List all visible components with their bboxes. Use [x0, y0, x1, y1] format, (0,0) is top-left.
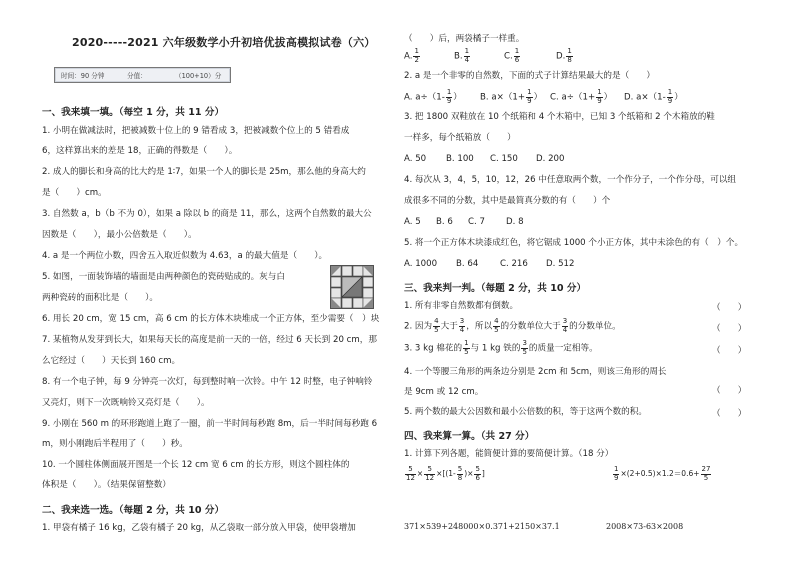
q3-1-answer[interactable]: （ ） — [712, 303, 747, 313]
q3-3-answer[interactable]: （ ） — [712, 346, 747, 356]
section-4-heading: 四、我来算一算。（共 27 分） — [404, 431, 535, 442]
q2-1-option-d: D. $\frac{1}{8}$ — [556, 47, 572, 64]
q1-9-line2: m，则小刚跑后半程用了（ ）秒。 — [42, 439, 188, 449]
calc-expression-2: $\frac{1}{9}$ ×(2+0.5)×1.2＝0.6+ $\frac{27}{5}$ — [614, 465, 711, 482]
exam-total: （100+10）分 — [175, 72, 222, 80]
q2-5-option-d: D. 512 — [546, 259, 575, 269]
exam-score: 分值： — [127, 72, 147, 80]
q1-9-line1: 9. 小刚在 560 m 的环形跑道上跑了一圈，前一半时间每秒跑 8m，后一半时间每秒跑 6 — [42, 419, 378, 429]
exam-time: 时间：90 分钟 — [61, 72, 105, 80]
q2-2-option-b: B. a×（1+ $\frac{1}{9}$ ） — [480, 88, 543, 105]
q1-7-line1: 7. 某植物从发芽到长大，如果每天长的高度是前一天的一倍，经过 6 天长到 20 cm，那 — [42, 335, 377, 345]
q2-3-line1: 3. 把 1800 双鞋放在 10 个纸箱和 4 个木箱中，已知 3 个纸箱和 2 个木箱放的鞋 — [404, 112, 715, 122]
q2-2-option-a: A. a÷（1- $\frac{1}{9}$ ） — [404, 88, 462, 105]
q1-1-line2: 6，这样算出来的差是 18，正确的得数是（ ）。 — [42, 146, 238, 156]
q1-1-line1: 1. 小明在做减法时，把被减数十位上的 9 错看成 3，把被减数个位上的 5 错看成 — [42, 126, 350, 136]
q2-3-option-b: B. 100 — [446, 154, 474, 164]
q2-4-line1: 4. 每次从 3，4，5，10，12，26 中任意取两个数，一个作分子，一个作分母，可以组 — [404, 175, 737, 185]
q3-3: 3. 3 kg 棉花的 $\frac{1}{5}$ 与 1 kg 铁的 $\frac{3}{5}$ 的质量一定相等。 — [404, 339, 598, 356]
q2-1-line1: 1. 甲袋有橘子 16 kg，乙袋有橘子 20 kg，从乙袋取一部分放入甲袋，使甲袋增加 — [42, 523, 356, 533]
calc-expression-1: $\frac{5}{12}$ × $\frac{5}{12}$ ×[(1- $\frac{5}{8}$ )× $\frac{5}{6}$ ] — [406, 465, 485, 482]
q2-1-line2: （ ）后，两袋橘子一样重。 — [404, 34, 525, 44]
q2-4-option-a: A. 5 — [404, 217, 421, 227]
q4-1: 1. 计算下列各题，能简便计算的要简便计算。（18 分） — [404, 449, 614, 459]
q1-5-line2: 两种瓷砖的面积比是（ ）。 — [42, 293, 159, 303]
q3-2-answer[interactable]: （ ） — [712, 324, 747, 334]
q2-2-option-c: C. a÷（1+ $\frac{1}{9}$ ） — [550, 88, 613, 105]
q2-5: 5. 将一个正方体木块漆成红色，将它锯成 1000 个小正方体，其中未涂色的有（ ）个。 — [404, 238, 744, 248]
section-2-heading: 二、我来选一选。（每题 2 分，共 10 分） — [42, 505, 225, 516]
q3-4-answer[interactable]: （ ） — [712, 386, 747, 396]
q2-5-option-a: A. 1000 — [404, 259, 438, 269]
tile-figure — [330, 265, 374, 309]
section-3-heading: 三、我来判一判。（每题 2 分，共 10 分） — [404, 283, 587, 294]
q2-3-option-a: A. 50 — [404, 154, 427, 164]
q2-1-option-c: C. $\frac{1}{6}$ — [504, 47, 520, 64]
q1-3-line1: 3. 自然数 a，b（b 不为 0），如果 a 除以 b 的商是 11，那么，这两个自然数的最大公 — [42, 209, 372, 219]
q3-4-line1: 4. 一个等腰三角形的两条边分别是 2cm 和 5cm，则该三角形的周长 — [404, 367, 667, 377]
q3-5: 5. 两个数的最大公因数和最小公倍数的积，等于这两个数的积。 — [404, 407, 647, 417]
q1-8-line1: 8. 有一个电子钟，每 9 分钟亮一次灯，每到整时响一次铃。中午 12 时整，电子钟响铃 — [42, 377, 373, 387]
exam-info-bar — [54, 67, 231, 83]
q1-2-line1: 2. 成人的脚长和身高的比大约是 1∶7，如果一个人的脚长是 25m，那么他的身高大约 — [42, 167, 366, 177]
q2-3-option-d: D. 200 — [536, 154, 565, 164]
q2-5-option-c: C. 216 — [500, 259, 528, 269]
q2-1-option-a: A. $\frac{1}{2}$ — [404, 47, 419, 64]
q3-1: 1. 所有非零自然数都有倒数。 — [404, 301, 519, 311]
q3-4-line2: 是 9cm 或 12 cm。 — [404, 387, 484, 397]
section-1-heading: 一、我来填一填。（每空 1 分，共 11 分） — [42, 107, 225, 118]
q2-1-option-b: B. $\frac{1}{4}$ — [454, 47, 470, 64]
q2-4-option-d: D. 8 — [506, 217, 524, 227]
q1-2-line2: 是（ ）cm。 — [42, 188, 107, 198]
q2-2-option-d: D. a×（1- $\frac{1}{9}$ ） — [624, 88, 683, 105]
q1-8-line2: 又亮灯，则下一次既响铃又亮灯是（ ）。 — [42, 398, 210, 408]
q1-10-line2: 体积是（ ）。（结果保留整数） — [42, 480, 171, 490]
q2-4-option-b: B. 6 — [436, 217, 453, 227]
q2-4-line2: 成很多不同的分数，其中是最简真分数的有（ ）个 — [404, 196, 611, 206]
q2-3-line2: 一样多，每个纸箱放（ ） — [404, 133, 516, 143]
q2-2: 2. a 是一个非零的自然数，下面的式子计算结果最大的是（ ） — [404, 71, 655, 81]
q3-2: 2. 因为 $\frac{4}{5}$ 大于 $\frac{3}{4}$ ，所以 $\frac{4}{5}$ 的分数单位大于 $\frac{3}{4}$ 的分数单位。 — [404, 317, 621, 334]
q1-4: 4. a 是一个两位小数，四舍五入取近似数为 4.63，a 的最大值是（ ）。 — [42, 251, 328, 261]
q1-5-line1: 5. 如图，一面装饰墙的墙面是由两种颜色的瓷砖贴成的。灰与白 — [42, 272, 285, 282]
q3-5-answer[interactable]: （ ） — [712, 409, 747, 419]
q1-6: 6. 用长 20 cm，宽 15 cm，高 6 cm 的长方体木块堆成一个正方体，至少需要（ ）块 — [42, 314, 380, 324]
q2-3-option-c: C. 150 — [490, 154, 518, 164]
calc-expression-3: 371×539+248000×0.371+2150×37.1 — [404, 522, 560, 531]
q2-4-option-c: C. 7 — [468, 217, 485, 227]
q2-5-option-b: B. 64 — [456, 259, 479, 269]
q1-3-line2: 因数是（ ），最小公倍数是（ ）。 — [42, 230, 197, 240]
page-title: 2020-----2021 六年级数学小升初培优拔高模拟试卷（六） — [72, 36, 376, 49]
calc-expression-4: 2008×73-63×2008 — [606, 522, 684, 531]
q1-10-line1: 10. 一个圆柱体侧面展开图是一个长 12 cm 宽 6 cm 的长方形，则这个圆柱体的 — [42, 460, 350, 470]
q1-7-line2: 么它经过（ ）天长到 160 cm。 — [42, 356, 181, 366]
